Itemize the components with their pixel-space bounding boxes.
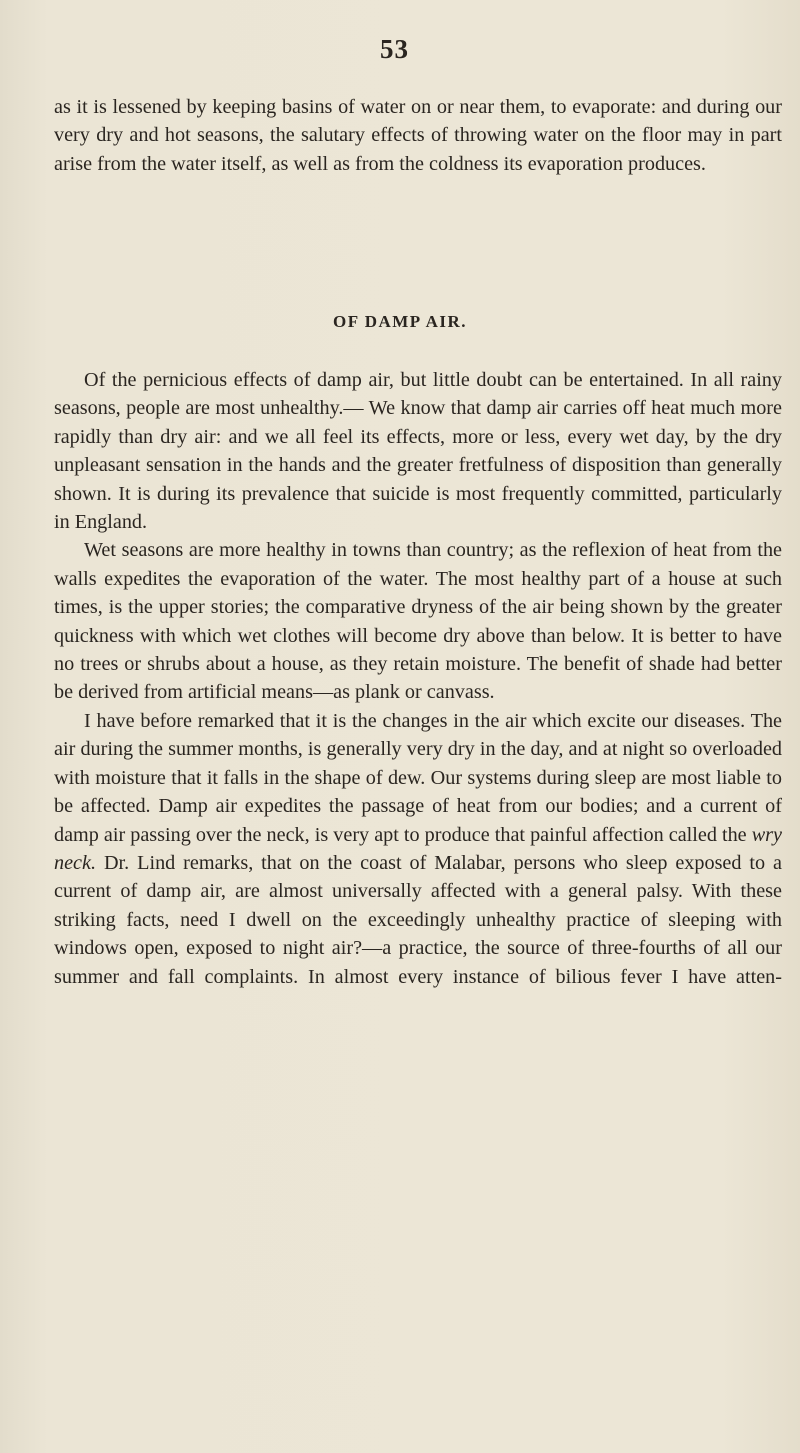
wry-neck-term: wry neck. bbox=[54, 823, 782, 874]
paragraph-changes-in-air-part-2: Dr. Lind remarks, that on the coast of Malabar, persons who sleep exposed to a current of damp air, are almost universally affected with a general palsy. With these striking facts, need I dwell on the exceedingly unhealthy practice of sleeping with windows open, exposed to night air?—a practice, the source of three-fourths of all our summer and fall complaints. In almost every instance of bilious fever I have atten- bbox=[54, 851, 783, 988]
section-heading: OF DAMP AIR. bbox=[332, 312, 467, 331]
intro-paragraph bbox=[54, 93, 782, 178]
paragraph-changes-in-air bbox=[54, 707, 782, 991]
body-text bbox=[54, 366, 782, 991]
paragraph-wet-seasons: Wet seasons are more healthy in towns than country; as the reflexion of heat from the walls expedites the evaporation of the water. The most healthy part of a house at such times, is the upper stories; the comparative dryness of the air being shown by the greater quickness with which wet clothes will become dry above than below. It is better to have no trees or shrubs about a house, as they retain moisture. The benefit of shade had better be derived from artificial means—as plank or canvass. bbox=[54, 539, 782, 704]
page-number: 53 bbox=[380, 34, 409, 64]
intro-text: as it is lessened by keeping basins of water on or near them, to evaporate: and during our very dry and hot seasons, the salutary effects of throwing water on the floor may in part arise from the water itself, as well as from the coldness its evaporation produces. bbox=[54, 96, 782, 175]
paragraph-damp-air-effects: Of the pernicious effects of damp air, but little doubt can be entertained. In all rainy seasons, people are most unhealthy.— We know that damp air carries off heat much more rapidly than dry air: and we all feel its effects, more or less, every wet day, by the dry unpleasant sensation in the hands and the greater fretfulness of disposition than generally shown. It is during its prevalence that suicide is most frequently committed, particularly in England. bbox=[54, 369, 782, 534]
paragraph-changes-in-air-part-1: I have before remarked that it is the changes in the air which excite our diseases. The air during the summer months, is generally very dry in the day, and at night so overloaded with moisture that it falls in the shape of dew. Our systems during sleep are most liable to be affected. Damp air expedites the passage of heat from our bodies; and a current of damp air passing over the neck, is very apt to produce that painful affection called the bbox=[54, 709, 782, 846]
